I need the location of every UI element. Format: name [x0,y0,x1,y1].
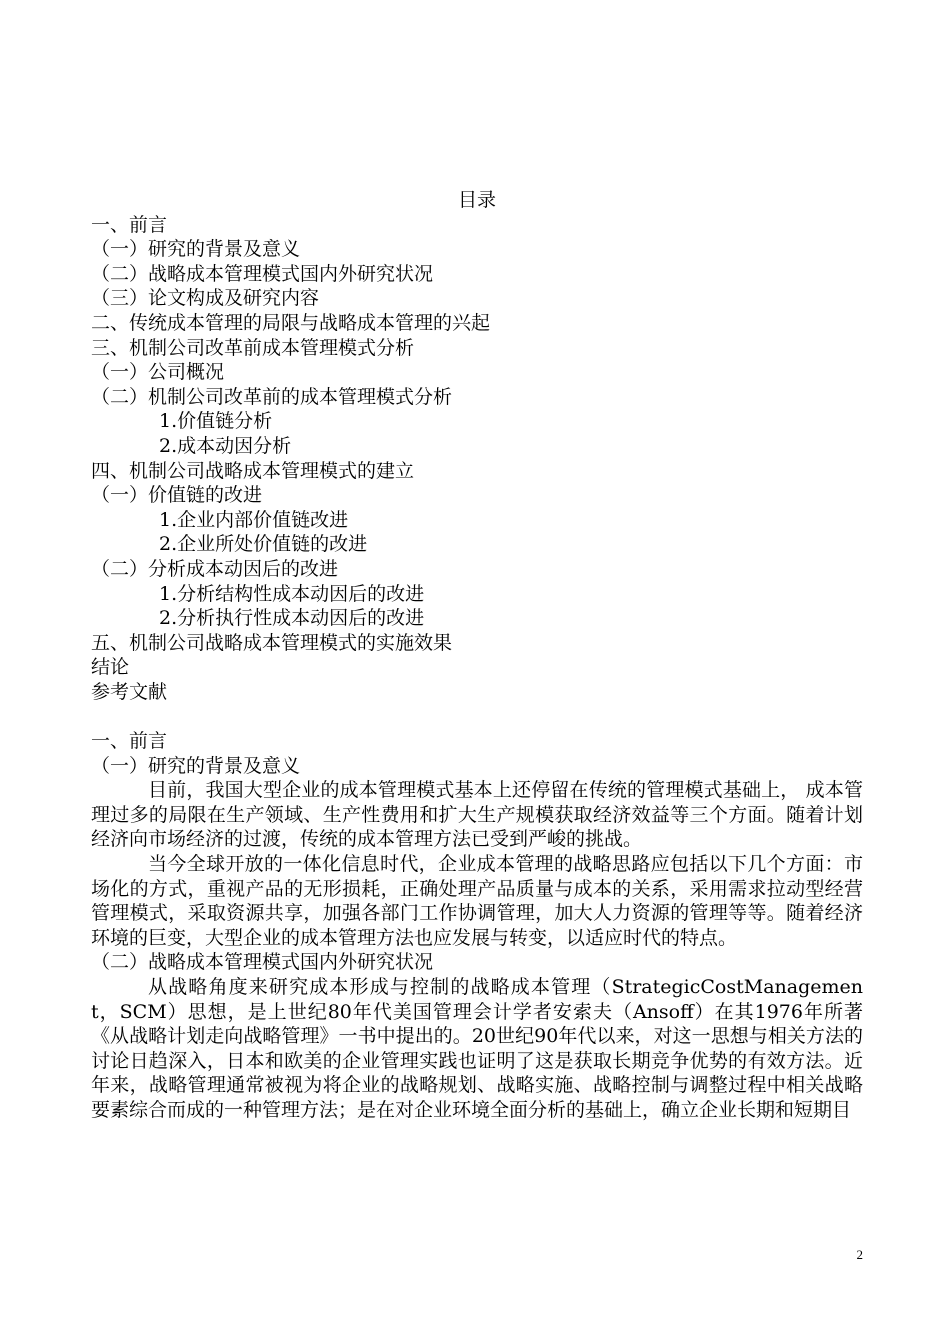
toc-item: 二、传统成本管理的局限与战略成本管理的兴起 [91,311,491,334]
toc-list [91,213,863,705]
spacer [91,704,863,729]
toc-subitem: 1.企业内部价值链改进 [159,508,349,531]
toc-item: 参考文献 [91,680,168,703]
toc-item: （一）研究的背景及意义 [91,238,301,261]
toc-item: 五、机制公司战略成本管理模式的实施效果 [91,631,453,654]
toc-item: 结论 [91,656,130,679]
toc-item: 三、机制公司改革前成本管理模式分析 [91,336,415,359]
page-content [91,188,863,1123]
body-paragraph: 当今全球开放的一体化信息时代，企业成本管理的战略思路应包括以下几个方面：市场化的方式，重视产品的无形损耗，正确处理产品质量与成本的关系，采用需求拉动型经营管理模式，采取资源共享，加强各部门工作协调管理，加大人力资源的管理等等。随着经济环境的巨变，大型企业的成本管理方法也应发展与转变，以适应时代的特点。 [91,853,863,949]
page-number: 2 [856,1247,863,1262]
section-heading: 一、前言 [91,730,168,753]
toc-subitem: 1.价值链分析 [159,410,273,433]
toc-item: 四、机制公司战略成本管理模式的建立 [91,459,415,482]
toc-subitem: 2.成本动因分析 [159,434,292,457]
body-paragraph: 目前，我国大型企业的成本管理模式基本上还停留在传统的管理模式基础上， 成本管理过多的局限在生产领域、生产性费用和扩大生产规模获取经济效益等三个方面。随着计划经济向市场经济的过渡，传统的成本管理方法已受到严峻的挑战。 [91,779,863,851]
toc-item: （一）价值链的改进 [91,484,263,507]
body-paragraph: 从战略角度来研究成本形成与控制的战略成本管理（StrategicCostManagement，SCM）思想，是上世纪80年代美国管理会计学者安索夫（Ansoff）在其1976年所著《从战略计划走向战略管理》一书中提出的。20世纪90年代以来，对这一思想与相关方法的讨论日趋深入，日本和欧美的企业管理实践也证明了这是获取长期竞争优势的有效方法。近年来，战略管理通常被视为将企业的战略规划、战略实施、战略控制与调整过程中相关战略要素综合而成的一种管理方法；是在对企业环境全面分析的基础上，确立企业长期和短期目 [91,976,863,1121]
toc-item: （二）机制公司改革前的成本管理模式分析 [91,385,453,408]
toc-item: （一）公司概况 [91,361,225,384]
toc-subitem: 1.分析结构性成本动因后的改进 [159,582,425,605]
subsection-heading: （一）研究的背景及意义 [91,754,301,777]
toc-item: （二）分析成本动因后的改进 [91,557,339,580]
toc-subitem: 2.企业所处价值链的改进 [159,533,368,556]
toc-title: 目录 [457,189,496,211]
toc-subitem: 2.分析执行性成本动因后的改进 [159,607,425,630]
subsection-heading: （二）战略成本管理模式国内外研究状况 [91,951,434,974]
toc-item: 一、前言 [91,213,168,236]
toc-item: （三）论文构成及研究内容 [91,287,320,310]
toc-item: （二）战略成本管理模式国内外研究状况 [91,262,434,285]
